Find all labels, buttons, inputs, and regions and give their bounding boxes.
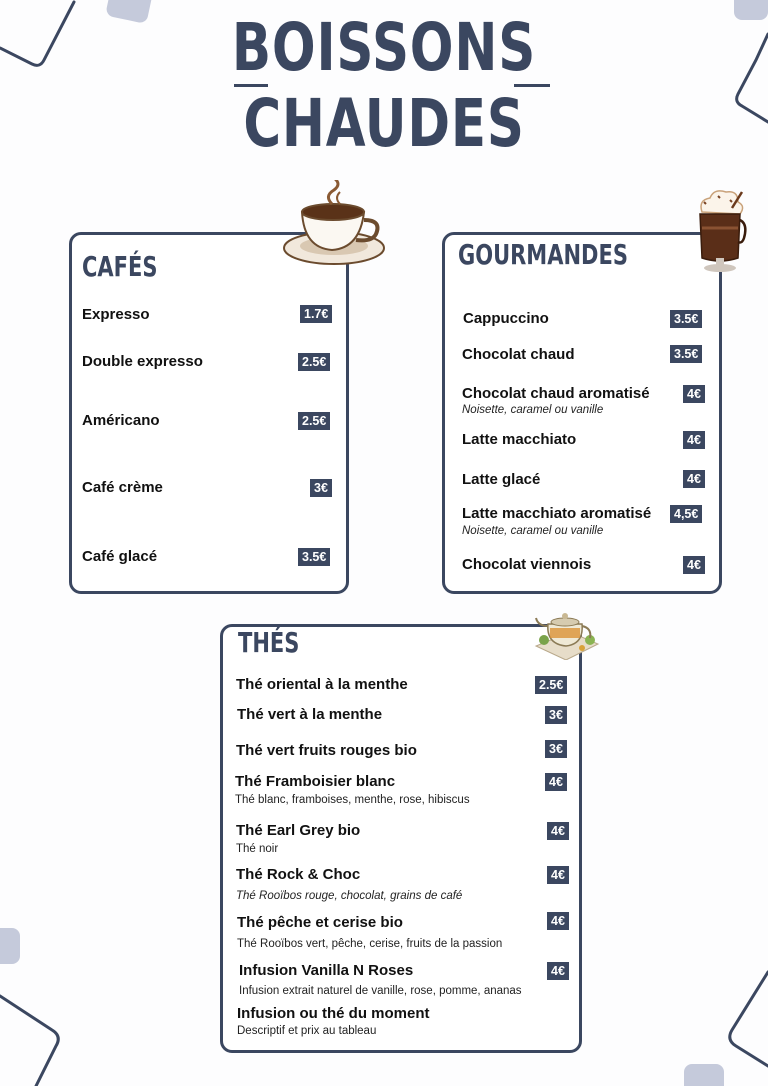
cafes-item-name: Américano: [82, 412, 160, 429]
page-title-line1: BOISSONS: [231, 9, 537, 86]
gourmandes-item-name: Latte glacé: [462, 471, 541, 488]
thes-item-price-badge: 4€: [547, 866, 569, 884]
cafes-item-name: Double expresso: [82, 353, 203, 370]
cafes-item-name: Café crème: [82, 479, 163, 496]
cafes-title: CAFÉS: [82, 250, 158, 283]
thes-item-price-badge: 4€: [547, 912, 569, 930]
gourmandes-item-price-badge: 4€: [683, 385, 705, 403]
thes-item-name: Infusion Vanilla N Roses: [239, 962, 414, 979]
gourmandes-title: GOURMANDES: [458, 238, 628, 271]
thes-item-description: Infusion extrait naturel de vanille, rose, pomme, ananas: [239, 985, 522, 997]
thes-item-name: Thé oriental à la menthe: [236, 676, 408, 693]
gourmandes-item-price-badge: 4,5€: [670, 505, 702, 523]
thes-item-name: Thé Rock & Choc: [236, 866, 361, 883]
gourmandes-item-name: Chocolat viennois: [462, 556, 592, 573]
gourmandes-item-price-badge: 4€: [683, 470, 705, 488]
thes-item-description: Thé blanc, framboises, menthe, rose, hibiscus: [235, 794, 470, 806]
thes-item-name: Thé Earl Grey bio: [236, 822, 361, 839]
thes-item-name: Thé vert fruits rouges bio: [236, 742, 417, 759]
cafes-item-name: Expresso: [82, 306, 150, 323]
cafes-item-price-badge: 3€: [310, 479, 332, 497]
cafes-item-name: Café glacé: [82, 548, 158, 565]
gourmandes-item-price-badge: 4€: [683, 431, 705, 449]
cafes-item-price-badge: 3.5€: [298, 548, 330, 566]
thes-item-name: Thé Framboisier blanc: [235, 773, 396, 790]
thes-item-price-badge: 4€: [547, 822, 569, 840]
thes-item-price-badge: 4€: [545, 773, 567, 791]
thes-item-price-badge: 3€: [545, 740, 567, 758]
corner-decoration-top-right: [720, 0, 768, 130]
corner-decoration-bottom-right: [668, 966, 768, 1086]
thes-item-price-badge: 4€: [547, 962, 569, 980]
thes-title: THÉS: [238, 626, 300, 659]
gourmandes-item-price-badge: 4€: [683, 556, 705, 574]
hot-chocolate-glass-icon: [692, 184, 748, 274]
gourmandes-item-name: Chocolat chaud aromatisé: [462, 385, 650, 402]
thes-item-description: Thé Rooïbos vert, pêche, cerise, fruits de la passion: [237, 938, 503, 950]
thes-item-name: Infusion ou thé du moment: [237, 1005, 430, 1022]
teapot-icon: [532, 604, 600, 660]
gourmandes-item-description: Noisette, caramel ou vanille: [462, 525, 604, 537]
thes-item-description: Thé noir: [236, 843, 279, 855]
corner-decoration-bottom-left: [0, 920, 80, 1086]
thes-item-description: Thé Rooïbos rouge, chocolat, grains de café: [236, 890, 463, 902]
thes-item-description: Descriptif et prix au tableau: [237, 1025, 377, 1037]
gourmandes-item-name: Latte macchiato: [462, 431, 577, 448]
thes-item-price-badge: 2.5€: [535, 676, 567, 694]
thes-item-name: Thé vert à la menthe: [237, 706, 383, 723]
gourmandes-item-name: Cappuccino: [463, 310, 549, 327]
gourmandes-item-description: Noisette, caramel ou vanille: [462, 404, 604, 416]
page-title-line2: CHAUDES: [243, 85, 525, 162]
thes-item-price-badge: 3€: [545, 706, 567, 724]
gourmandes-item-price-badge: 3.5€: [670, 310, 702, 328]
coffee-cup-icon: [282, 180, 386, 270]
cafes-item-price-badge: 1.7€: [300, 305, 332, 323]
cafes-item-price-badge: 2.5€: [298, 353, 330, 371]
thes-item-name: Thé pêche et cerise bio: [237, 914, 403, 931]
gourmandes-item-name: Chocolat chaud: [462, 346, 575, 363]
gourmandes-item-price-badge: 3.5€: [670, 345, 702, 363]
cafes-item-price-badge: 2.5€: [298, 412, 330, 430]
gourmandes-item-name: Latte macchiato aromatisé: [462, 505, 652, 522]
